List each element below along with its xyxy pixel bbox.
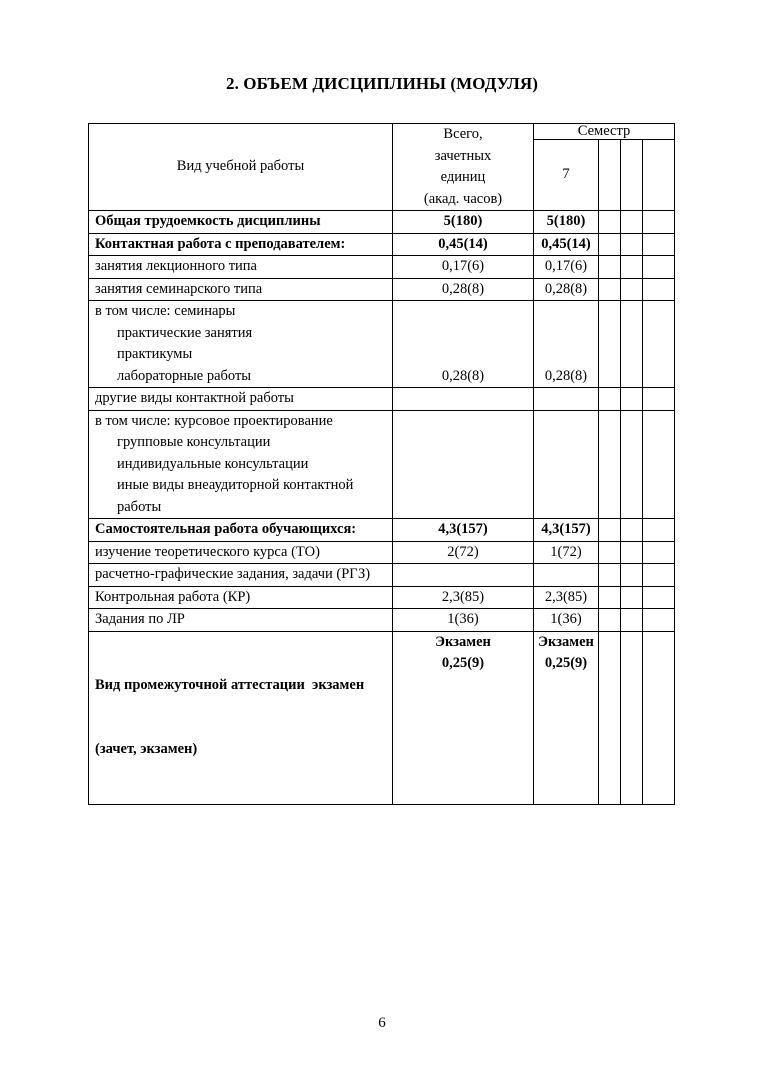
table-row xyxy=(89,541,675,564)
header-total-line: единиц xyxy=(440,169,486,185)
empty-cell xyxy=(621,519,643,542)
empty-cell xyxy=(599,233,621,256)
empty-cell xyxy=(643,233,675,256)
row-label: занятия семинарского типа xyxy=(89,278,393,301)
empty-cell xyxy=(599,388,621,411)
row-label-line: (зачет, экзамен) xyxy=(95,741,198,757)
empty-cell xyxy=(621,388,643,411)
row-label: Контактная работа с преподавателем: xyxy=(89,233,393,256)
row-label: Контрольная работа (КР) xyxy=(89,586,393,609)
empty-cell xyxy=(643,301,675,388)
page-title: 2. ОБЪЕМ ДИСЦИПЛИНЫ (МОДУЛЯ) xyxy=(225,74,538,93)
empty-cell xyxy=(643,519,675,542)
empty-cell xyxy=(393,410,534,519)
empty-cell xyxy=(599,609,621,632)
row-semester-value: 1(72) xyxy=(534,541,599,564)
empty-cell xyxy=(599,586,621,609)
empty-cell xyxy=(599,256,621,279)
row-semester-value: 5(180) xyxy=(534,211,599,234)
row-semester-value: 0,28(8) xyxy=(534,278,599,301)
empty-cell xyxy=(621,586,643,609)
row-total-value: 0,17(6) xyxy=(393,256,534,279)
empty-cell xyxy=(599,278,621,301)
row-semester-value: 4,3(157) xyxy=(534,519,599,542)
semester-value-line: Экзамен xyxy=(538,633,594,650)
empty-cell xyxy=(621,301,643,388)
empty-cell xyxy=(599,631,621,804)
row-total-value: 0,28(8) xyxy=(393,301,534,388)
empty-cell xyxy=(643,541,675,564)
row-total-value: 4,3(157) xyxy=(393,519,534,542)
row-label-multiline xyxy=(89,301,393,388)
table-row xyxy=(89,586,675,609)
empty-cell xyxy=(621,278,643,301)
row-total-value: 2,3(85) xyxy=(393,586,534,609)
empty-cell xyxy=(621,410,643,519)
row-total-value: 5(180) xyxy=(393,211,534,234)
row-label-line: лабораторные работы xyxy=(117,367,252,384)
table-row xyxy=(89,301,675,388)
empty-cell xyxy=(534,564,599,587)
empty-cell xyxy=(643,631,675,804)
row-semester-value xyxy=(534,631,599,804)
row-total-value: 0,45(14) xyxy=(393,233,534,256)
empty-cell xyxy=(393,564,534,587)
row-label: расчетно-графические задания, задачи (РГЗ) xyxy=(89,564,393,587)
header-total-line: Всего, xyxy=(443,126,483,142)
table-row xyxy=(89,233,675,256)
header-total xyxy=(393,124,534,211)
header-total-line: зачетных xyxy=(434,147,492,164)
workload-table xyxy=(88,123,675,805)
table-row xyxy=(89,256,675,279)
row-label-line: в том числе: семинары xyxy=(95,303,236,319)
empty-cell xyxy=(621,140,643,211)
total-value-line: 0,25(9) xyxy=(441,655,485,671)
empty-cell xyxy=(643,564,675,587)
row-semester-value: 1(36) xyxy=(534,609,599,632)
empty-cell xyxy=(621,256,643,279)
empty-cell xyxy=(599,564,621,587)
row-label-line: иные виды внеаудиторной контактной xyxy=(117,477,354,493)
row-label-multiline xyxy=(89,631,393,804)
table-row xyxy=(89,278,675,301)
empty-cell xyxy=(599,541,621,564)
table-row xyxy=(89,388,675,411)
row-label-multiline xyxy=(89,410,393,519)
empty-cell xyxy=(621,564,643,587)
empty-cell xyxy=(621,211,643,234)
header-semester-number: 7 xyxy=(534,140,599,211)
row-label: Самостоятельная работа обучающихся: xyxy=(89,519,393,542)
row-label-line: индивидуальные консультации xyxy=(117,455,309,472)
total-value-line: Экзамен xyxy=(435,633,491,650)
row-label: Задания по ЛР xyxy=(89,609,393,632)
row-semester-value: 0,45(14) xyxy=(534,233,599,256)
empty-cell xyxy=(599,410,621,519)
row-label-line: групповые консультации xyxy=(117,434,271,450)
empty-cell xyxy=(643,278,675,301)
empty-cell xyxy=(393,388,534,411)
empty-cell xyxy=(643,586,675,609)
header-total-line: (акад. часов) xyxy=(423,190,503,207)
row-total-value xyxy=(393,631,534,804)
table-row xyxy=(89,609,675,632)
empty-cell xyxy=(621,609,643,632)
row-label-line: в том числе: курсовое проектирование xyxy=(95,412,333,429)
empty-cell xyxy=(621,631,643,804)
empty-cell xyxy=(599,519,621,542)
empty-cell xyxy=(534,388,599,411)
table-row xyxy=(89,410,675,519)
row-label: другие виды контактной работы xyxy=(89,388,393,411)
table-row xyxy=(89,631,675,804)
header-work-type: Вид учебной работы xyxy=(89,124,393,211)
empty-cell xyxy=(643,211,675,234)
empty-cell xyxy=(643,140,675,211)
empty-cell xyxy=(621,233,643,256)
row-label: изучение теоретического курса (ТО) xyxy=(89,541,393,564)
table-row xyxy=(89,564,675,587)
empty-cell xyxy=(599,301,621,388)
row-semester-value: 2,3(85) xyxy=(534,586,599,609)
row-total-value: 1(36) xyxy=(393,609,534,632)
page-number: 6 xyxy=(378,1015,386,1031)
row-label: занятия лекционного типа xyxy=(89,256,393,279)
row-label-line: Вид промежуточной аттестации экзамен xyxy=(95,676,365,693)
table-row xyxy=(89,519,675,542)
header-semester: Семестр xyxy=(534,124,675,140)
table-row xyxy=(89,211,675,234)
semester-value-line: 0,25(9) xyxy=(544,655,588,671)
empty-cell xyxy=(643,388,675,411)
row-label-line: работы xyxy=(117,498,162,515)
empty-cell xyxy=(643,256,675,279)
row-label-line: практические занятия xyxy=(117,324,253,341)
row-label: Общая трудоемкость дисциплины xyxy=(89,211,393,234)
row-semester-value: 0,28(8) xyxy=(534,301,599,388)
empty-cell xyxy=(599,211,621,234)
empty-cell xyxy=(621,541,643,564)
row-total-value: 2(72) xyxy=(393,541,534,564)
empty-cell xyxy=(599,140,621,211)
row-label-line: практикумы xyxy=(117,346,193,362)
empty-cell xyxy=(643,410,675,519)
empty-cell xyxy=(534,410,599,519)
header-row xyxy=(89,124,675,140)
row-semester-value: 0,17(6) xyxy=(534,256,599,279)
row-total-value: 0,28(8) xyxy=(393,278,534,301)
empty-cell xyxy=(643,609,675,632)
